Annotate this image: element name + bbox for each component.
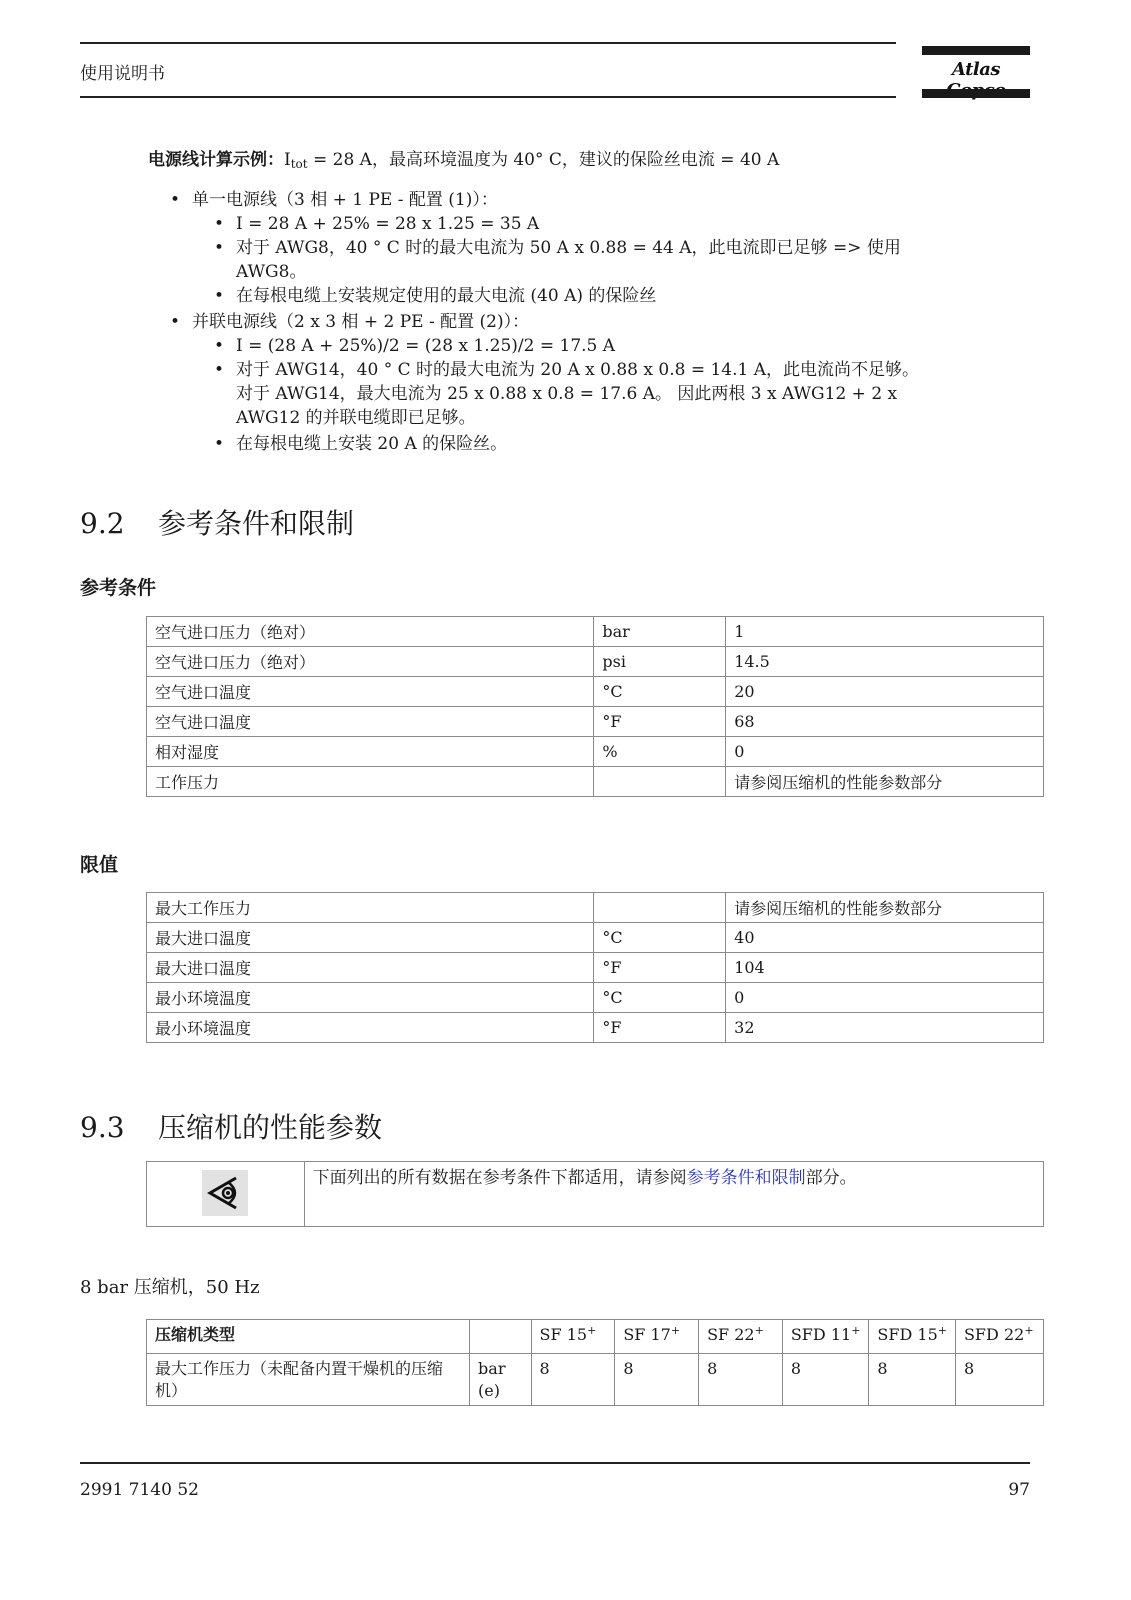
bullet-parallel-supply: • 并联电源线（2 x 3 相 + 2 PE - 配置 (2)）： bbox=[170, 312, 530, 332]
reference-conditions-table bbox=[146, 616, 1044, 797]
section-92-heading bbox=[80, 502, 354, 542]
performance-table bbox=[146, 1319, 1044, 1406]
table-row: 最大进口温度 °F 104 bbox=[147, 953, 1044, 983]
example-current-symbol: I bbox=[284, 150, 291, 170]
footer-page-number: 97 bbox=[1008, 1480, 1030, 1500]
logo-text: Atlas bbox=[951, 59, 1001, 80]
bullet-item: • 对于 AWG8，40 ° C 时的最大电流为 50 A x 0.88 = 44 A，此电流即已足够 => 使用 bbox=[214, 238, 901, 258]
footer-rule bbox=[80, 1462, 1030, 1464]
bullet-item: • I = 28 A + 25% = 28 x 1.25 = 35 A bbox=[214, 214, 540, 234]
table-row: 空气进口温度 °C 20 bbox=[147, 677, 1044, 707]
table-row: 空气进口温度 °F 68 bbox=[147, 707, 1044, 737]
table-row: 最大工作压力 请参阅压缩机的性能参数部分 bbox=[147, 893, 1044, 923]
table-row: 最大进口温度 °C 40 bbox=[147, 923, 1044, 953]
example-line bbox=[148, 148, 779, 176]
bullet-item: • 对于 AWG14，40 ° C 时的最大电流为 20 A x 0.88 x 0.8 = 14.1 A，此电流尚不足够。 bbox=[214, 360, 920, 380]
limits-table bbox=[146, 892, 1044, 1043]
header-rule-top bbox=[80, 42, 896, 44]
header-rule-bottom bbox=[80, 96, 896, 98]
limits-heading: 限值 bbox=[80, 854, 119, 876]
bullet-item: • 在每根电缆上安装 20 A 的保险丝。 bbox=[214, 434, 508, 454]
bullet-item-continued: AWG8。 bbox=[236, 262, 307, 282]
reference-conditions-link[interactable]: 参考条件和限制 bbox=[686, 1168, 806, 1188]
table-row: 空气进口压力（绝对） psi 14.5 bbox=[147, 647, 1044, 677]
table-row: 最大工作压力（未配备内置干燥机的压缩机） bar(e) 8 8 8 8 8 8 bbox=[147, 1354, 1044, 1406]
atlas-copco-logo bbox=[922, 46, 1030, 98]
bullet-item: • I = (28 A + 25%)/2 = (28 x 1.25)/2 = 17.5 A bbox=[214, 336, 616, 356]
note-icon-cell bbox=[147, 1162, 305, 1227]
footer-doc-number: 2991 7140 52 bbox=[80, 1480, 199, 1500]
table-header-row: 压缩机类型 SF 15+ SF 17+ SF 22+ SFD 11+ SFD 15+ SFD 22+ bbox=[147, 1320, 1044, 1354]
table-row: 工作压力 请参阅压缩机的性能参数部分 bbox=[147, 767, 1044, 797]
bullet-item-continued: AWG12 的并联电缆即已足够。 bbox=[236, 408, 476, 428]
compressor-subheading: 8 bar 压缩机，50 Hz bbox=[80, 1277, 260, 1298]
eye-icon bbox=[202, 1170, 248, 1216]
bullet-single-supply: • 单一电源线（3 相 + 1 PE - 配置 (1)）： bbox=[170, 190, 498, 210]
table-row: 空气进口压力（绝对） bar 1 bbox=[147, 617, 1044, 647]
table-row: 最小环境温度 °C 0 bbox=[147, 983, 1044, 1013]
table-row: 相对湿度 % 0 bbox=[147, 737, 1044, 767]
example-current-subscript: tot bbox=[290, 157, 308, 171]
section-92-number: 9.2 bbox=[80, 507, 125, 540]
section-93-number: 9.3 bbox=[80, 1111, 125, 1144]
example-line-text: = 28 A，最高环境温度为 40° C，建议的保险丝电流 = 40 A bbox=[307, 150, 780, 170]
note-box bbox=[146, 1161, 1044, 1227]
note-text: 下面列出的所有数据在参考条件下都适用，请参阅参考条件和限制部分。 bbox=[304, 1162, 1043, 1227]
section-93-heading bbox=[80, 1106, 382, 1146]
example-label: 电源线计算示例： bbox=[148, 150, 284, 170]
bullet-item-continued: 对于 AWG14，最大电流为 25 x 0.88 x 0.8 = 17.6 A。 因此两根 3 x AWG12 + 2 x bbox=[236, 384, 898, 404]
section-92-title: 参考条件和限制 bbox=[158, 507, 355, 540]
section-93-title: 压缩机的性能参数 bbox=[158, 1111, 383, 1144]
reference-conditions-heading: 参考条件 bbox=[80, 577, 157, 599]
header-title: 使用说明书 bbox=[80, 64, 165, 84]
bullet-item: • 在每根电缆上安装规定使用的最大电流 (40 A) 的保险丝 bbox=[214, 286, 657, 306]
table-row: 最小环境温度 °F 32 bbox=[147, 1013, 1044, 1043]
